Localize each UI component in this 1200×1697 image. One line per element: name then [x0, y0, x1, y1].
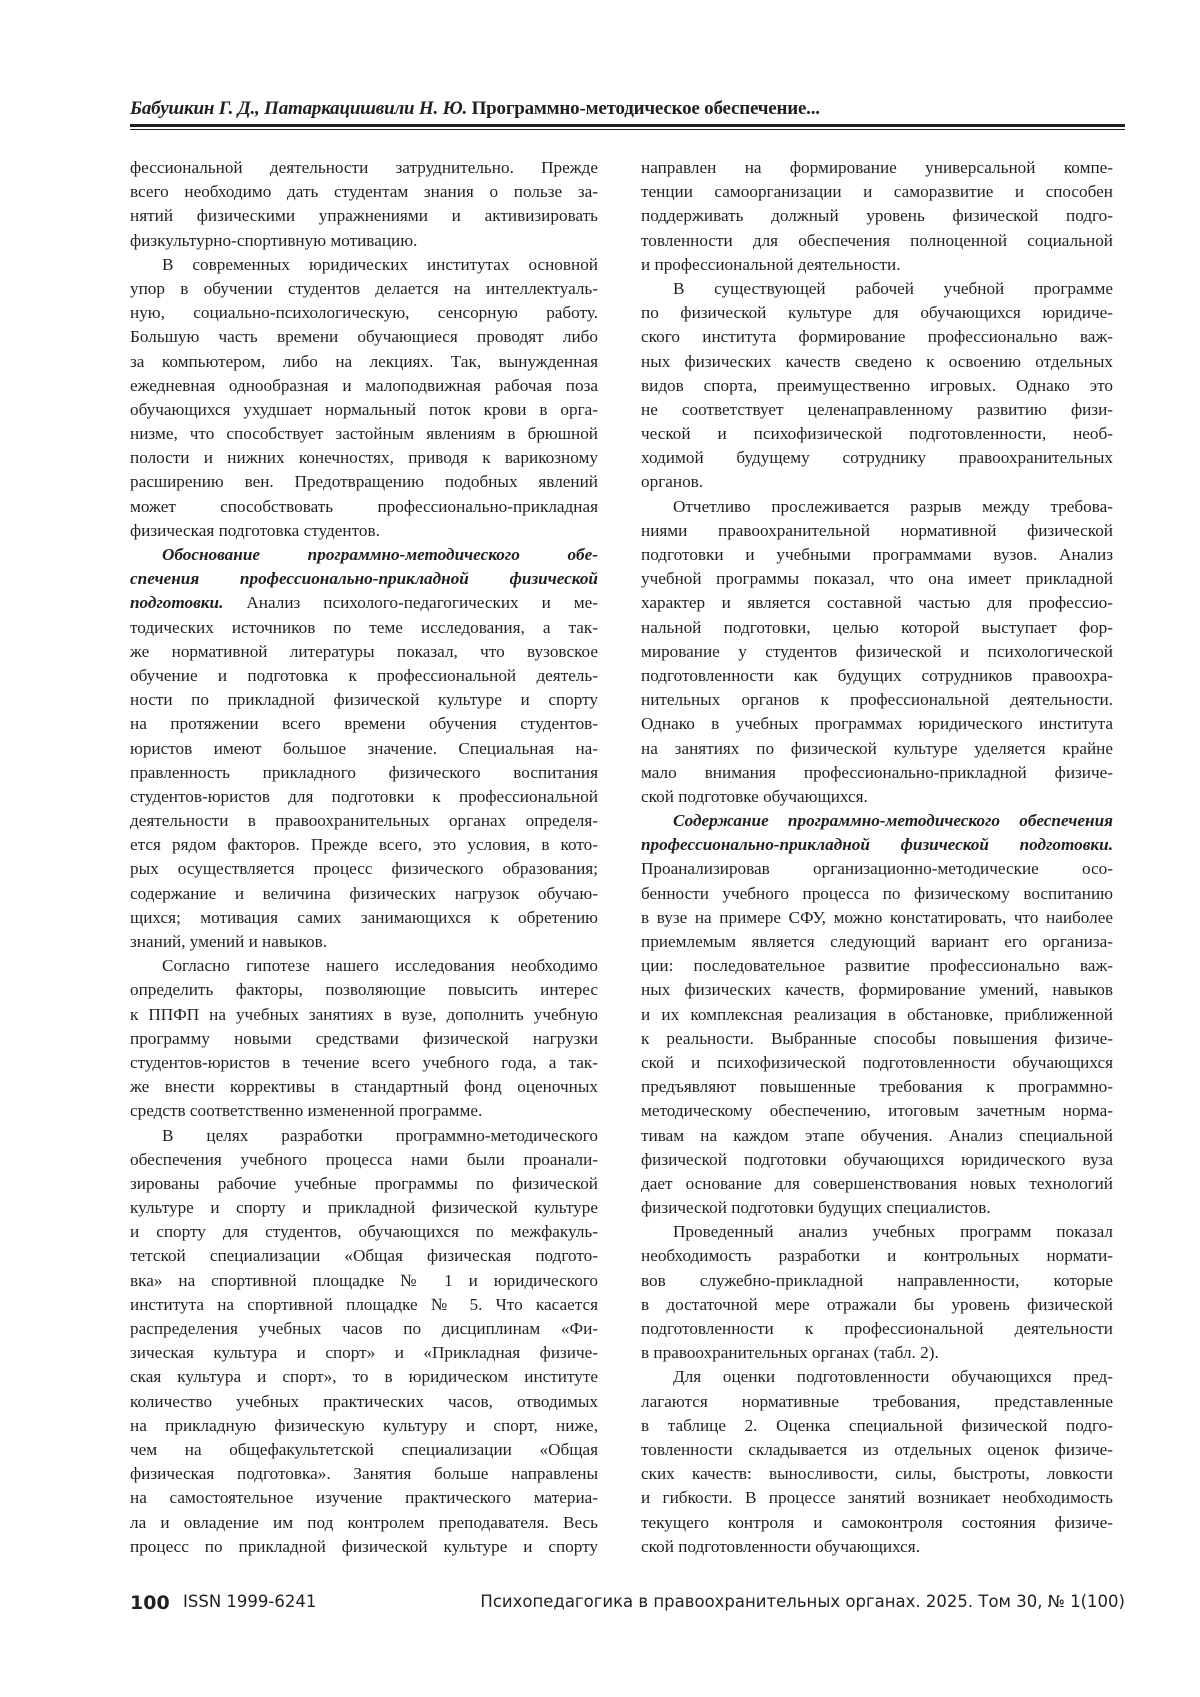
text-line [130, 1148, 598, 1172]
text-line [641, 204, 1113, 228]
text-run: студентов-юристов для подготовки к профессиональной [130, 786, 598, 806]
text-run: ниями правоохранительной нормативной физической [641, 520, 1113, 540]
text-run: знаний, умений и навыков. [130, 932, 328, 951]
text-run: обучающихся ухудшает нормальный поток крови в орга- [130, 399, 598, 419]
text-run: поддерживать должный уровень физической подго- [641, 206, 1113, 226]
text-run: деятельности в правоохранительных органах определя- [130, 811, 598, 831]
text-run: ческой и психофизической подготовленности, необ- [641, 424, 1113, 444]
text-line [641, 882, 1113, 906]
text-line [641, 350, 1113, 374]
text-line [130, 1317, 598, 1341]
issn: ISSN 1999-6241 [183, 1592, 317, 1611]
text-run: видов спорта, преимущественно игровых. Однако это [641, 375, 1113, 395]
text-run: текущего контроля и самоконтроля состояния физиче- [641, 1512, 1113, 1532]
text-line [641, 1172, 1113, 1196]
header-rule-thick [130, 124, 1125, 127]
section-heading-run: подготовки. [130, 593, 224, 613]
text-line [641, 1438, 1113, 1462]
text-line [130, 301, 598, 325]
section-heading-run: спечения профессионально-прикладной физической [130, 569, 598, 589]
text-line [130, 470, 598, 494]
text-run: низме, что способствует застойным явлениям в брюшной [130, 424, 598, 444]
text-line [641, 1124, 1113, 1148]
text-run: и их комплексная реализация в обстановке, приближенной [641, 1004, 1113, 1024]
text-run: на протяжении всего времени обучения студентов- [130, 714, 598, 734]
text-line [130, 1244, 598, 1268]
text-line [130, 446, 598, 470]
text-line [641, 398, 1113, 422]
text-line [130, 180, 598, 204]
text-run: вов служебно-прикладной направленности, которые [641, 1270, 1113, 1290]
text-line [641, 446, 1113, 470]
text-line [641, 1269, 1113, 1293]
text-line [641, 374, 1113, 398]
text-line [641, 978, 1113, 1002]
section-heading-run: Содержание программно-методического обеспечения [673, 811, 1113, 831]
text-line [130, 519, 598, 543]
text-run: Большую часть времени обучающиеся проводят либо [130, 327, 598, 347]
text-line [130, 1075, 598, 1099]
text-line [641, 833, 1113, 857]
text-run: Анализ психолого-педагогических и ме- [223, 593, 598, 613]
text-run: рых осуществляется процесс физического образования; [130, 859, 598, 879]
running-head-title: Программно-методическое обеспечение... [471, 98, 820, 119]
text-line [641, 1220, 1113, 1244]
text-run: ных физических качеств сведено к освоению отдельных [641, 351, 1113, 371]
text-line [130, 253, 598, 277]
text-line [641, 688, 1113, 712]
text-run: по физической культуре для обучающихся юридиче- [641, 303, 1113, 323]
text-line [641, 1462, 1113, 1486]
text-run: мирование у студентов физической и психологической [641, 641, 1113, 661]
text-run: тивам на каждом этапе обучения. Анализ специальной [641, 1125, 1113, 1145]
text-run: нительных органов к профессиональной деятельности. [641, 690, 1113, 710]
header-rule-thin [130, 129, 1125, 130]
text-run: Проанализировав организационно-методические осо- [641, 859, 1113, 879]
text-line [641, 930, 1113, 954]
text-line [130, 1027, 598, 1051]
text-run: фессиональной деятельности затруднительно. Прежде [130, 158, 598, 177]
text-run: ходимой будущему сотруднику правоохранительных [641, 448, 1113, 468]
text-run: в достаточной мере отражали бы уровень физической [641, 1294, 1113, 1314]
text-line [641, 712, 1113, 736]
text-line [130, 1511, 598, 1535]
text-line [641, 1511, 1113, 1535]
text-run: предъявляют повышенные требования к программно- [641, 1077, 1113, 1097]
text-line [130, 325, 598, 349]
text-run: института на спортивной площадке № 5. Что касается [130, 1294, 598, 1314]
text-run: культуре и спорту и прикладной физической культуре [130, 1198, 598, 1218]
text-run: на прикладную физическую культуру и спорт, ниже, [130, 1415, 598, 1435]
text-line [130, 737, 598, 761]
text-line [641, 543, 1113, 567]
text-line [130, 882, 598, 906]
text-run: за компьютером, либо на лекциях. Так, вынужденная [130, 351, 598, 371]
text-run: обеспечения учебного процесса нами были проанали- [130, 1149, 598, 1169]
text-run: физической подготовки обучающихся юридического вуза [641, 1149, 1113, 1169]
text-line [641, 857, 1113, 881]
text-run: лагаются нормативные требования, представленные [641, 1391, 1113, 1411]
text-line [641, 1244, 1113, 1268]
journal-citation: Психопедагогика в правоохранительных органах. 2025. Том 30, № 1(100) [480, 1592, 1125, 1611]
text-run: юристов имеют большое значение. Специальная на- [130, 738, 598, 758]
text-line [641, 616, 1113, 640]
text-line [641, 664, 1113, 688]
text-run: В существующей рабочей учебной программе [673, 278, 1113, 298]
text-run: правленность прикладного физического воспитания [130, 762, 598, 782]
text-line [130, 1172, 598, 1196]
text-run: тетской специализации «Общая физическая подгото- [130, 1246, 598, 1266]
text-line [641, 761, 1113, 785]
text-run: на занятиях по физической культуре уделяется крайне [641, 738, 1113, 758]
text-run: полости и нижних конечностях, приводя к варикозному [130, 448, 598, 468]
text-run: В целях разработки программно-методического [162, 1125, 598, 1145]
text-run: на самостоятельное изучение практического материа- [130, 1488, 598, 1508]
text-run: студентов-юристов в течение всего учебного года, а так- [130, 1052, 598, 1072]
text-run: же внести коррективы в стандартный фонд оценочных [130, 1077, 598, 1097]
text-line [130, 906, 598, 930]
text-run: физическая подготовка студентов. [130, 520, 380, 540]
text-run: зированы рабочие учебные программы по физической [130, 1173, 598, 1193]
text-run: физической подготовки будущих специалистов. [641, 1198, 991, 1218]
text-run: ции: последовательное развитие профессионально важ- [641, 956, 1113, 976]
text-line [641, 325, 1113, 349]
text-run: нальной подготовки, целью которой выступает фор- [641, 617, 1113, 637]
text-run: количество учебных практических часов, отводимых [130, 1391, 598, 1411]
text-run: тодических источников по теме исследования, а так- [130, 617, 598, 637]
text-line [641, 591, 1113, 615]
text-run: упор в обучении студентов делается на интеллектуаль- [130, 278, 598, 298]
text-run: обучение и подготовка к профессиональной деятель- [130, 665, 598, 685]
text-line [130, 1051, 598, 1075]
page-number: 100 [130, 1592, 170, 1614]
text-run: физкультурно-спортивную мотивацию. [130, 230, 418, 250]
text-run: Однако в учебных программах юридического института [641, 714, 1113, 734]
text-line [130, 978, 598, 1002]
text-line [130, 350, 598, 374]
text-line [641, 785, 1113, 809]
text-run: товленности складывается из отдельных оценок физиче- [641, 1439, 1113, 1459]
text-line [130, 1293, 598, 1317]
text-run: определить факторы, позволяющие повысить интерес [130, 980, 598, 1000]
text-run: всего необходимо дать студентам знания о пользе за- [130, 182, 598, 202]
text-run: может способствовать профессионально-прикладная [130, 496, 598, 516]
text-line [641, 1535, 1113, 1559]
text-run: тенции самоорганизации и саморазвитие и способен [641, 182, 1113, 202]
section-heading-run: профессионально-прикладной физической подготовки. [641, 835, 1113, 855]
text-line [641, 519, 1113, 543]
text-run: и гибкости. В процессе занятий возникает необходимость [641, 1488, 1113, 1508]
text-line [130, 809, 598, 833]
text-line [130, 204, 598, 228]
text-line [641, 1148, 1113, 1172]
text-line [130, 398, 598, 422]
text-run: Согласно гипотезе нашего исследования необходимо [162, 956, 598, 976]
text-line [130, 1535, 598, 1559]
text-line [130, 1414, 598, 1438]
text-run: расширению вен. Предотвращению подобных явлений [130, 472, 598, 492]
text-run: Проведенный анализ учебных программ показал [673, 1222, 1113, 1242]
text-line [130, 495, 598, 519]
text-run: нятий физическими упражнениями и активизировать [130, 206, 598, 226]
text-line [641, 277, 1113, 301]
text-run: ных физических качеств, формирование умений, навыков [641, 980, 1113, 1000]
text-line [641, 1486, 1113, 1510]
text-line [641, 640, 1113, 664]
text-line [641, 1027, 1113, 1051]
text-run: не соответствует целенаправленному развитию физи- [641, 399, 1113, 419]
text-line [641, 1051, 1113, 1075]
text-run: дает основание для совершенствования новых технологий [641, 1173, 1113, 1193]
text-line [130, 785, 598, 809]
text-line [130, 712, 598, 736]
text-run: ется рядом факторов. Прежде всего, это условия, в кото- [130, 835, 598, 855]
text-line [130, 591, 598, 615]
text-line [641, 1317, 1113, 1341]
text-run: бенности учебного процесса по физическому воспитанию [641, 883, 1113, 903]
text-line [130, 567, 598, 591]
running-head [130, 98, 1125, 120]
text-run: средств соответственно измененной программе. [130, 1101, 483, 1121]
text-line [130, 374, 598, 398]
text-run: процесс по прикладной физической культуре и спорту [130, 1536, 598, 1556]
text-line [130, 1365, 598, 1389]
text-line [641, 567, 1113, 591]
text-line [641, 495, 1113, 519]
text-run: программу новыми средствами физической нагрузки [130, 1028, 598, 1048]
text-run: Отчетливо прослеживается разрыв между требова- [673, 496, 1113, 516]
text-run: приемлемым является следующий вариант его организа- [641, 932, 1113, 951]
text-line [130, 761, 598, 785]
text-line [130, 156, 598, 180]
text-run: подготовленности к профессиональной деятельности [641, 1319, 1113, 1338]
text-line [641, 1003, 1113, 1027]
text-run: В современных юридических институтах основной [162, 254, 598, 274]
running-head-authors: Бабушкин Г. Д., Патаркацишвили Н. Ю. [130, 98, 468, 119]
text-line [130, 616, 598, 640]
text-line [641, 301, 1113, 325]
text-run: в таблице 2. Оценка специальной физической подго- [641, 1415, 1113, 1435]
text-line [641, 422, 1113, 446]
section-heading-run: Обоснование программно-методического обе- [162, 545, 598, 564]
text-run: органов. [641, 472, 704, 492]
text-line [130, 1003, 598, 1027]
text-run: необходимость разработки и контрольных нормати- [641, 1246, 1113, 1266]
text-line [641, 1341, 1113, 1365]
text-run: щихся; мотивация самих занимающихся к обретению [130, 907, 598, 927]
text-line [641, 1390, 1113, 1414]
text-line [641, 737, 1113, 761]
text-run: ских качеств: выносливости, силы, быстроты, ловкости [641, 1464, 1113, 1484]
text-line [130, 1486, 598, 1510]
text-run: подготовки и учебными программами вузов. Анализ [641, 545, 1113, 564]
text-line [641, 954, 1113, 978]
page-footer [130, 1592, 1125, 1618]
text-run: направлен на формирование универсальной компе- [641, 158, 1113, 177]
text-run: к реальности. Выбранные способы повышения физиче- [641, 1028, 1113, 1048]
text-line [641, 809, 1113, 833]
text-line [130, 857, 598, 881]
text-line [130, 640, 598, 664]
text-line [130, 688, 598, 712]
text-line [641, 1365, 1113, 1389]
text-run: распределения учебных часов по дисциплинам «Фи- [130, 1319, 598, 1338]
text-run: ской подготовке обучающихся. [641, 786, 868, 806]
text-run: в вузе на примере СФУ, можно констатировать, что наиболее [641, 907, 1113, 927]
text-run: в правоохранительных органах (табл. 2). [641, 1343, 939, 1363]
text-run: учебной программы показал, что она имеет прикладной [641, 569, 1113, 589]
text-run: ности по прикладной физической культуре и спорту [130, 690, 598, 710]
text-line [641, 253, 1113, 277]
text-run: подготовленности как будущих сотрудников правоохра- [641, 665, 1113, 685]
text-run: и профессиональной деятельности. [641, 254, 901, 274]
text-line [130, 543, 598, 567]
text-line [641, 1075, 1113, 1099]
text-run: характер и является составной частью для профессио- [641, 593, 1113, 613]
text-run: зическая культура и спорт» и «Прикладная физиче- [130, 1343, 598, 1363]
text-column-right [641, 156, 1113, 1559]
text-line [130, 930, 598, 954]
text-run: к ППФП на учебных занятиях в вузе, дополнить учебную [130, 1004, 598, 1024]
text-line [130, 833, 598, 857]
text-line [130, 277, 598, 301]
text-run: ную, социально-психологическую, сенсорную работу. [130, 303, 598, 323]
text-run: и спорту для студентов, обучающихся по межфакуль- [130, 1222, 598, 1242]
text-line [641, 229, 1113, 253]
text-line [641, 1414, 1113, 1438]
text-run: чем на общефакультетской специализации «Общая [130, 1439, 598, 1459]
text-line [130, 1124, 598, 1148]
text-line [641, 1196, 1113, 1220]
text-run: Для оценки подготовленности обучающихся пред- [673, 1367, 1113, 1387]
text-run: вка» на спортивной площадке № 1 и юридического [130, 1270, 598, 1290]
text-line [130, 1438, 598, 1462]
text-run: физическая подготовка». Занятия больше направлены [130, 1464, 598, 1484]
text-run: же нормативной литературы показал, что вузовское [130, 641, 598, 661]
text-line [130, 1341, 598, 1365]
text-run: ежедневная однообразная и малоподвижная рабочая поза [130, 375, 598, 395]
text-line [130, 422, 598, 446]
text-run: товленности для обеспечения полноценной социальной [641, 230, 1113, 250]
text-line [130, 1269, 598, 1293]
text-line [641, 1293, 1113, 1317]
text-run: мало внимания профессионально-прикладной физиче- [641, 762, 1113, 782]
text-line [130, 1220, 598, 1244]
text-line [130, 1099, 598, 1123]
text-line [130, 1196, 598, 1220]
text-run: ская культура и спорт», то в юридическом институте [130, 1367, 598, 1387]
text-column-left [130, 156, 598, 1559]
text-line [641, 180, 1113, 204]
text-run: содержание и величина физических нагрузок обучаю- [130, 883, 598, 903]
text-line [130, 229, 598, 253]
text-line [130, 1462, 598, 1486]
text-line [130, 1390, 598, 1414]
text-run: ла и овладение им под контролем преподавателя. Весь [130, 1512, 598, 1532]
text-run: ской подготовленности обучающихся. [641, 1536, 921, 1556]
text-line [130, 954, 598, 978]
text-run: методическому обеспечению, итоговым зачетным норма- [641, 1101, 1113, 1121]
text-line [130, 664, 598, 688]
text-line [641, 1099, 1113, 1123]
text-run: ской и психофизической подготовленности обучающихся [641, 1052, 1113, 1072]
text-run: ского института формирование профессионально важ- [641, 327, 1113, 347]
text-line [641, 156, 1113, 180]
text-line [641, 470, 1113, 494]
text-line [641, 906, 1113, 930]
